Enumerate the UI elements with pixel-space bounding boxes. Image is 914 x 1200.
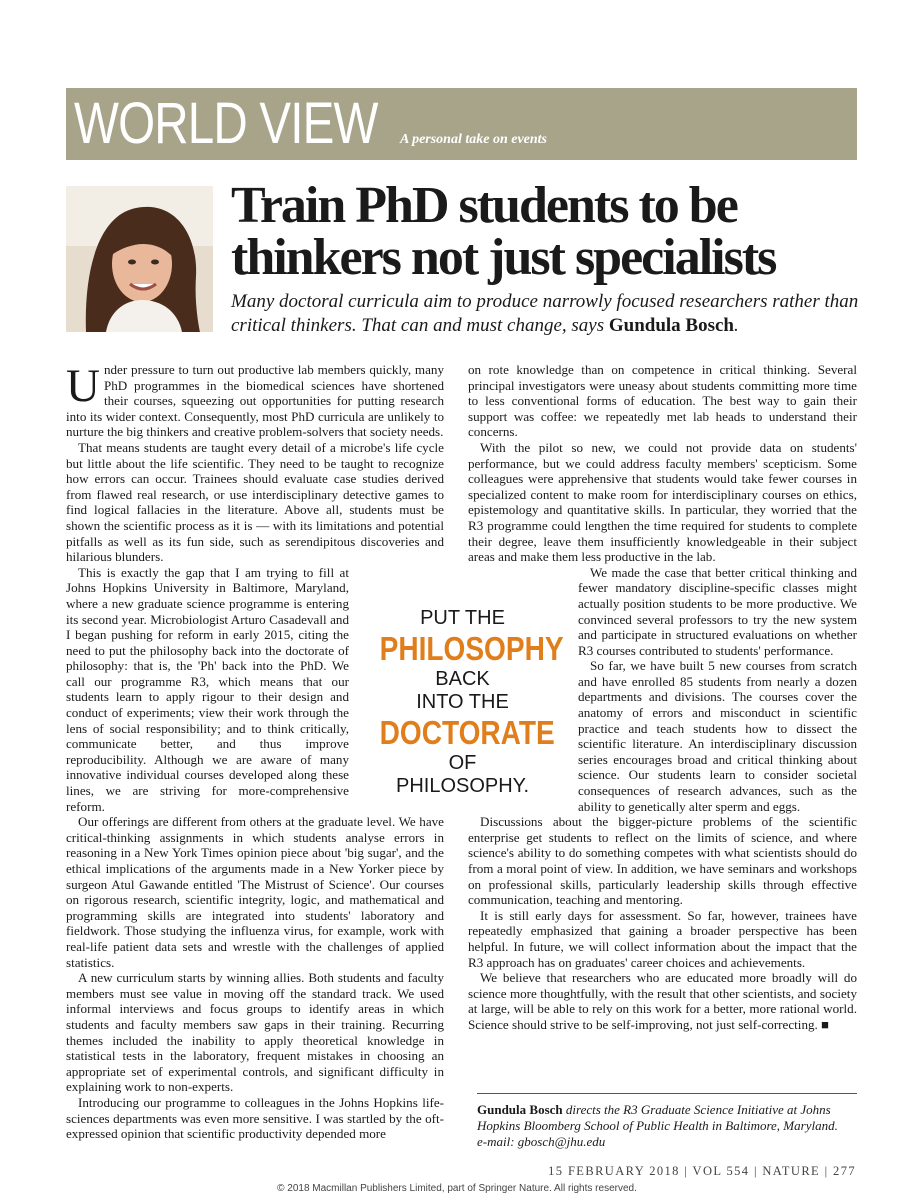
copyright-notice: © 2018 Macmillan Publishers Limited, part of Springer Nature. All rights reserved. bbox=[277, 1183, 637, 1194]
section-title: WORLD VIEW bbox=[74, 91, 378, 156]
standfirst-end: . bbox=[734, 315, 739, 336]
body-paragraph: We made the case that better critical thinking and fewer mandatory discipline-specific classes might actually position students to be more productive. We convinced several professors to try the new system and participate in structured evaluations on whether R3 courses contributed to students' performance. bbox=[578, 564, 857, 658]
body-column-right bbox=[468, 362, 857, 1033]
body-paragraph: That means students are taught every detail of a microbe's life cycle but little about the life scientific. They need to be taught to recognize how errors can occur. Trainees should evaluate case studies derived from flawed real research, or use interdisciplinary detective games to find logical fallacies in the literature. Above all, students must be shown the scientific process as it is — with its limitations and potential pitfalls as well as its fun side, such as serendipitous discoveries and hilarious blunders. bbox=[66, 439, 444, 565]
pull-quote-emphasis: DOCTORATE bbox=[379, 714, 555, 751]
body-paragraph: A new curriculum starts by winning allies. Both students and faculty members must see value in moving off the standard track. We used informal interviews and focus groups to identify areas in which students and faculty members saw gaps in their training. Recurring themes included the inability to apply theoretical knowledge in statistical tests in the laboratory, frequent mistakes in choosing an appropriate set of experimental controls, and significant difficulty in explaining work to non-experts. bbox=[66, 970, 444, 1095]
standfirst bbox=[231, 290, 861, 338]
body-paragraph: on rote knowledge than on competence in critical thinking. Several principal investigators were uneasy about students committing more time to less conventional forms of education. The best way to gain their support was coffee: we repeatedly met lab heads to understand their concerns. bbox=[468, 362, 857, 440]
page-folio: 15 FEBRUARY 2018 | VOL 554 | NATURE | 277 bbox=[548, 1164, 856, 1178]
section-subtitle: A personal take on events bbox=[400, 132, 548, 147]
pull-quote-line: BACK bbox=[435, 668, 490, 690]
author-photo bbox=[66, 186, 213, 332]
pull-quote-emphasis: PHILOSOPHY bbox=[379, 630, 564, 667]
author-name: Gundula Bosch bbox=[608, 315, 735, 336]
body-paragraph: Discussions about the bigger-picture problems of the scientific enterprise get students to reflect on the limits of science, and where science's ability to do something competes with what scientists should do from a moral point of view. In addition, we have seminars and workshops on professional skills, particularly leadership skills through effective communication, teaching and mentoring. bbox=[468, 814, 857, 908]
paragraph-text: nder pressure to turn out productive lab members quickly, many PhD programmes in the biomedical sciences have shortened their courses, squeezing out opportunities for putting research into its wider context. Consequently, most PhD curricula are unlikely to nurture the big thinkers and creative problem-solvers that society needs. bbox=[66, 362, 444, 440]
body-paragraph: Our offerings are different from others at the graduate level. We have critical-thinking assignments in which students analyse errors in reasoning in a New York Times opinion piece about 'big sugar', and the ethical implications of the arguments made in a New Yorker piece by surgeon Atul Gawande entitled 'The Mistrust of Science'. Our courses on rigorous research, scientific integrity, logic, and mathematical and programming skills are integrated into students' laboratory and fieldwork. Those studying the influenza virus, for example, work with real-life patient data sets and wrestle with the challenges of applied statistics. bbox=[66, 814, 444, 970]
author-bio bbox=[477, 1102, 857, 1150]
body-paragraph: This is exactly the gap that I am trying to fill at Johns Hopkins University in Baltimore, Maryland, where a new graduate science programme is entering its second year. Microbiologist Arturo Casadevall and I began pushing for reform in early 2015, citing the need to put the philosophy back into the doctorate of philosophy: that is, the 'Ph' back into the PhD. We call our programme R3, which means that our students learn to apply rigour to their design and conduct of experiments; view their work through the lens of social responsibility; and to think critically, communicate better, and thus improve reproducibility. Although we are aware of many innovative individual courses developed along these lines, we are striving for more-comprehensive reform. bbox=[66, 564, 349, 814]
body-paragraph: So far, we have built 5 new courses from scratch and have enrolled 85 students from nearly a dozen departments and divisions. The courses cover the anatomy of errors and misconduct in scientific practice and teach students how to dissect the scientific literature. An interdisciplinary discussion series encourages broad and critical thinking about science. Our students learn to consider societal consequences of research advances, such as the ability to genetically alter sperm and eggs. bbox=[578, 658, 857, 814]
bio-text: directs the R3 Graduate Science Initiative at Johns Hopkins Bloomberg School of Public Health in Baltimore, Maryland. bbox=[477, 1102, 838, 1133]
drop-cap: U bbox=[66, 360, 100, 412]
body-paragraph: It is still early days for assessment. So far, however, trainees have repeatedly emphasized that gaining a broader perspective has been helpful. In future, we will collect information about the impact that the R3 approach has on graduates' career choices and achievements. bbox=[468, 907, 857, 970]
world-view-banner bbox=[66, 88, 857, 160]
pull-quote-line: PHILOSOPHY. bbox=[395, 775, 530, 797]
pull-quote-line: OF bbox=[448, 752, 477, 774]
body-paragraph bbox=[66, 362, 444, 440]
headline: Train PhD students to be thinkers not just specialists bbox=[231, 177, 776, 286]
standfirst-text: Many doctoral curricula aim to produce narrowly focused researchers rather than critical thinkers. That can and must change, says bbox=[231, 291, 859, 336]
pull-quote-line: PUT THE bbox=[420, 607, 505, 629]
pull-quote-line: INTO THE bbox=[416, 691, 509, 713]
body-paragraph: We believe that researchers who are educated more broadly will do science more thoughtfully, with the result that other scientists, and society at large, will be able to rely on this work for a better, more rational world. Science should strive to be self-improving, not just self-correcting. ■ bbox=[468, 970, 857, 1032]
bio-name: Gundula Bosch bbox=[477, 1102, 563, 1117]
body-paragraph: With the pilot so new, we could not provide data on students' performance, but we could address faculty members' scepticism. Some colleagues were apprehensive that students would take fewer courses in specialized content to make room for interdisciplinary courses on ethics, epistemology and quantitative skills. In particular, they worried that the R3 programme could lengthen the time required for students to complete their degree, leave them insufficiently knowledgeable in their subject areas and make them less productive in the lab. bbox=[468, 439, 857, 565]
body-paragraph: Introducing our programme to colleagues in the Johns Hopkins life-sciences departments was even more sensitive. I was startled by the oft-expressed opinion that scientific productivity depended more bbox=[66, 1094, 444, 1142]
bio-divider bbox=[477, 1093, 857, 1094]
bio-email: e-mail: gbosch@jhu.edu bbox=[477, 1134, 606, 1149]
